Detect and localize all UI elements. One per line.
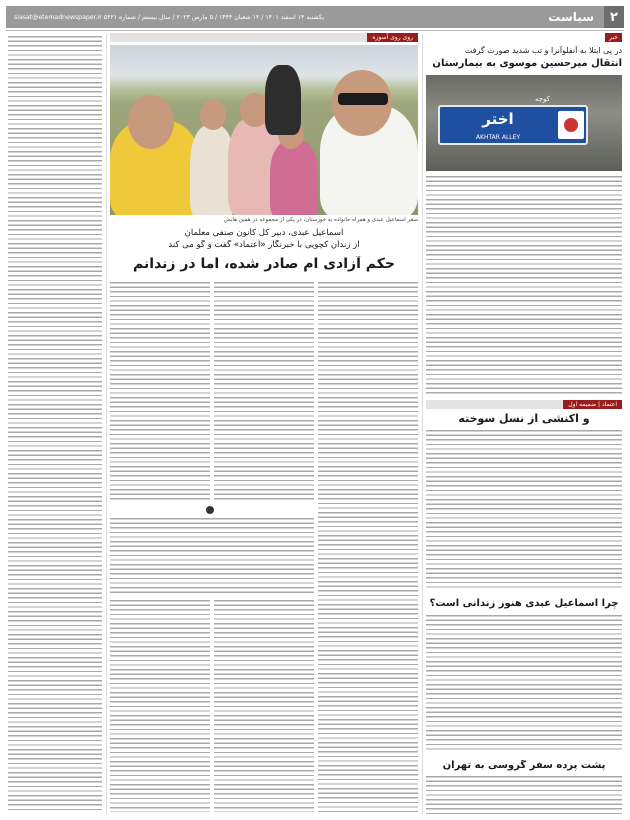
fourth-headline: پشت پرده سفر گروسی به تهران [442,760,606,771]
section-label: خبر [605,33,622,42]
photo-caption: سفر اسماعیل عبدی و همراه خانواده به خوزستان، در یکی از مجموعه در همین هایش [223,217,418,223]
family-photo [110,45,418,215]
column-divider [422,34,423,814]
body-text [426,430,622,590]
lead-deck-1: اسماعیل عبدی، دبیر کل کانون صنفی معلمان [184,228,344,238]
body-text [110,600,210,812]
body-text [8,36,102,812]
body-text [318,282,418,812]
person-figure [270,140,318,215]
masthead-rule [6,30,624,31]
person-figure [265,65,301,135]
person-head [200,100,226,130]
lead-kicker-bar [110,33,418,42]
sign-main-text: اختر [482,110,514,128]
second-kicker: اعتماد | ضمیمه اول [563,400,622,409]
column-divider [106,34,107,814]
body-text [110,518,314,594]
section-title: سیاست [548,10,594,24]
body-text [426,176,622,394]
lead-kicker: روی روی آسوزه [367,33,418,42]
separator-bullet-icon [206,506,214,514]
body-text [214,282,314,502]
third-headline: چرا اسماعیل عبدی هنوز زندانی است؟ [429,598,619,609]
body-text [426,776,622,816]
body-text [426,615,622,753]
second-kicker-bar [426,400,622,409]
street-sign [438,95,588,145]
sign-sub-text: AKHTAR ALLEY [475,134,521,141]
body-text [214,600,314,812]
right-headline-kicker: در پی ابتلا به آنفلوآنزا و تب شدید صورت گرفت [464,46,622,55]
page-number: ۲ [604,6,624,28]
person-head [128,95,174,149]
second-headline: و اکنشی از نسل سوخته [458,412,590,425]
sign-top-text: کوچه [534,95,550,103]
sunglasses-icon [338,93,388,105]
body-text [110,282,210,502]
lead-headline: حکم آزادی ام صادر شده، اما در زندانم [133,256,395,272]
municipality-logo-icon [558,111,584,139]
lead-deck-2: از زندان کچویی با خبرنگار «اعتماد» گفت و گو می کند [168,240,360,250]
masthead [6,6,624,28]
street-sign-photo [426,75,622,171]
masthead-info: siasat@etemadnewspaper.ir یکشنبه ۱۴ اسفند ۱۴۰۱ / ۱۲ شعبان ۱۴۴۴ / ۵ مارس ۲۰۲۳ / سال بیستم / شماره ۵۴۲۱ [14,13,325,21]
right-headline: انتقال میرحسین موسوی به بیمارستان [432,58,622,69]
